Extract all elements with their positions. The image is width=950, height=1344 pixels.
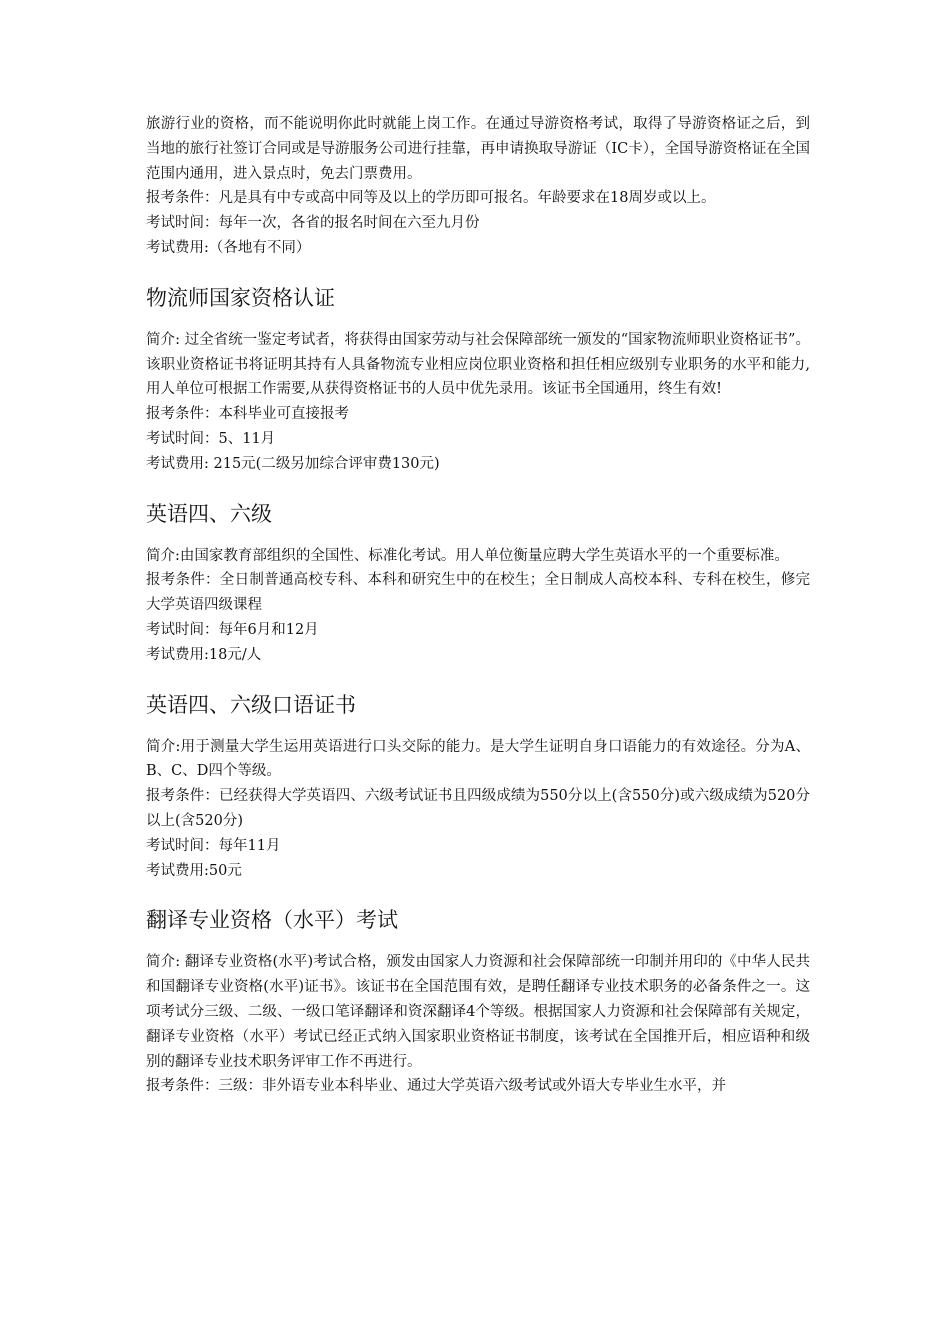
section-title-logistics: 物流师国家资格认证 [146, 285, 335, 310]
section-conditions: 报考条件：已经获得大学英语四、六级考试证书且四级成绩为550分以上(含550分)或六级成绩为520分以上(含520分) [146, 788, 810, 829]
section-fee: 考试费用:18元/人 [146, 646, 262, 663]
section-time: 考试时间：每年11月 [146, 837, 281, 854]
section-conditions: 报考条件：本科毕业可直接报考 [146, 406, 349, 423]
section-intro: 简介: 过全省统一鉴定考试者，将获得由国家劳动与社会保障部统一颁发的“国家物流师职业资格证书”。该职业资格证书将证明其持有人具备物流专业相应岗位职业资格和担任相应级别专业职务的水平和能力,用人单位可根据工作需要,从获得资格证书的人员中优先录用。该证书全国通用，终生有效! [146, 331, 810, 398]
section-fee: 考试费用:50元 [146, 862, 242, 879]
intro-fee: 考试费用:（各地有不同） [146, 239, 311, 256]
section-intro: 简介:用于测量大学生运用英语进行口头交际的能力。是大学生证明自身口语能力的有效途径。分为A、B、C、D四个等级。 [146, 738, 810, 780]
section-conditions: 报考条件：全日制普通高校专科、本科和研究生中的在校生；全日制成人高校本科、专科在校生，修完大学英语四级课程 [146, 572, 810, 614]
section-time: 考试时间：5、11月 [146, 430, 276, 447]
intro-conditions: 报考条件：凡是具有中专或高中同等及以上的学历即可报名。年龄要求在18周岁或以上。 [146, 190, 716, 207]
section-intro: 简介: 翻译专业资格(水平)考试合格，颁发由国家人力资源和社会保障部统一印制并用印的《中华人民共和国翻译专业资格(水平)证书》。该证书在全国范围有效，是聘任翻译专业技术职务的必备条件之一。这项考试分三级、二级、一级口笔译翻译和资深翻译4个等级。根据国家人力资源和社会保障部有关规定，翻译专业资格（水平）考试已经正式纳入国家职业资格证书制度，该考试在全国推开后，相应语种和级别的翻译专业技术职务评审工作不再进行。 [146, 954, 810, 1070]
intro-paragraph: 旅游行业的资格，而不能说明你此时就能上岗工作。在通过导游资格考试，取得了导游资格证之后，到当地的旅行社签订合同或是导游服务公司进行挂靠，再申请换取导游证（IC卡），全国导游资格证在全国范围内通用，进入景点时，免去门票费用。 [146, 116, 810, 182]
section-title-translation: 翻译专业资格（水平）考试 [146, 908, 398, 933]
section-fee: 考试费用: 215元(二级另加综合评审费130元) [146, 455, 440, 472]
document-page [146, 112, 810, 1099]
section-title-cet: 英语四、六级 [146, 501, 272, 526]
intro-time: 考试时间：每年一次，各省的报名时间在六至九月份 [146, 215, 480, 232]
section-title-cet-oral: 英语四、六级口语证书 [146, 692, 356, 717]
section-conditions: 报考条件：三级：非外语专业本科毕业、通过大学英语六级考试或外语大专毕业生水平，并 [146, 1078, 726, 1095]
section-time: 考试时间：每年6月和12月 [146, 621, 319, 638]
section-intro: 简介:由国家教育部组织的全国性、标准化考试。用人单位衡量应聘大学生英语水平的一个重要标准。 [146, 547, 789, 564]
